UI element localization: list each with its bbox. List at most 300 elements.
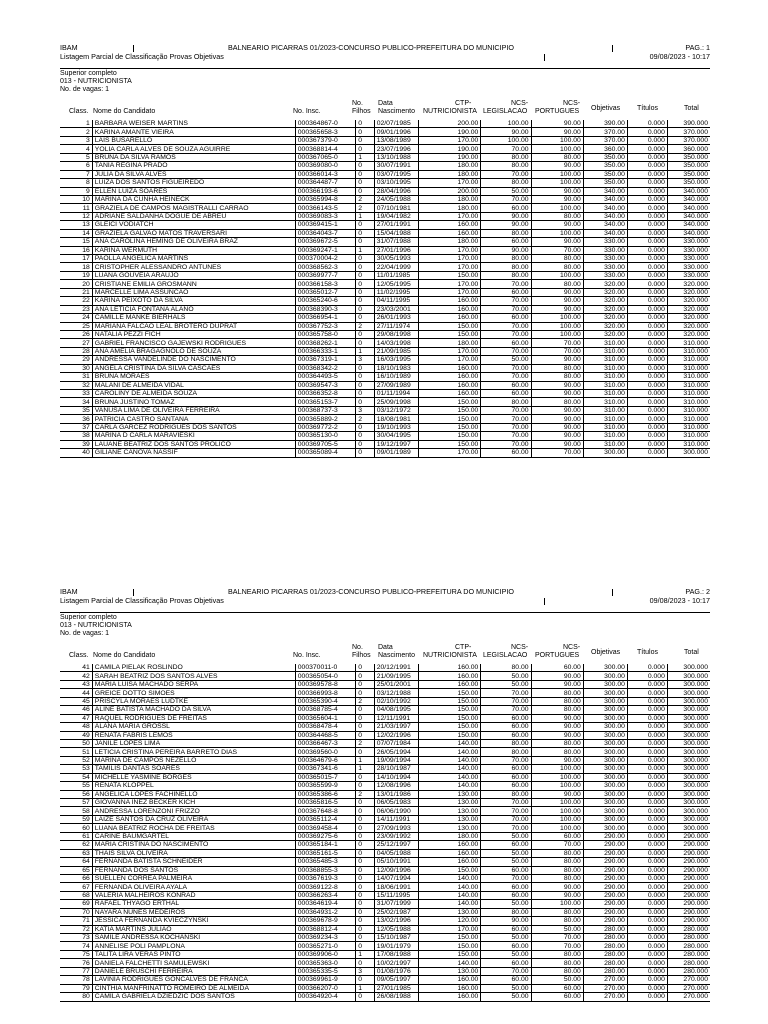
registration-no: 000367619-3 — [295, 874, 355, 882]
registration-no: 000365240-6 — [295, 297, 355, 305]
registration-no: 000366993-8 — [295, 689, 355, 697]
registration-no: 000366158-3 — [295, 280, 355, 288]
score-total: 270.000 — [667, 993, 710, 1001]
score-nutricionista: 160.00 — [418, 297, 481, 305]
score-total: 370.000 — [667, 136, 710, 144]
vacancies: No. de vagas: 1 — [60, 630, 110, 637]
score-titulos: 0.000 — [627, 984, 667, 992]
score-total: 300.000 — [667, 739, 710, 747]
score-titulos: 0.000 — [627, 967, 667, 975]
score-objetivas: 310.00 — [583, 398, 627, 406]
score-total: 320.000 — [667, 322, 710, 330]
birth-date: 14/11/1991 — [374, 815, 418, 823]
score-objetivas: 280.00 — [583, 967, 627, 975]
table-row — [60, 406, 710, 414]
score-total: 270.000 — [667, 976, 710, 984]
col-ctp-1: CTP- — [455, 644, 472, 651]
score-legislacao: 50.00 — [481, 356, 531, 364]
table-row — [60, 900, 710, 908]
score-legislacao: 70.00 — [481, 967, 531, 975]
score-objetivas: 370.00 — [583, 128, 627, 136]
score-objetivas: 300.00 — [583, 807, 627, 815]
score-total: 300.000 — [667, 680, 710, 688]
header-rule — [60, 68, 710, 69]
children-count: 0 — [356, 305, 374, 313]
registration-no: 000365658-3 — [295, 128, 355, 136]
candidate-name: RENATA KLOPPEL — [92, 782, 295, 790]
col-total: Total — [684, 105, 699, 112]
children-count: 0 — [356, 849, 374, 857]
table-row — [60, 162, 710, 170]
children-count: 0 — [356, 883, 374, 891]
birth-date: 25/01/2001 — [374, 680, 418, 688]
score-nutricionista: 160.00 — [418, 664, 481, 672]
score-titulos: 0.000 — [627, 440, 667, 448]
score-legislacao: 90.00 — [481, 221, 531, 229]
registration-no: 000369234-3 — [295, 934, 355, 942]
score-total: 320.000 — [667, 297, 710, 305]
children-count: 0 — [356, 221, 374, 229]
score-objetivas: 300.00 — [583, 680, 627, 688]
score-portugues: 70.00 — [531, 339, 583, 347]
children-count: 0 — [356, 925, 374, 933]
rank: 34 — [60, 398, 92, 406]
score-titulos: 0.000 — [627, 322, 667, 330]
children-count: 3 — [356, 967, 374, 975]
score-nutricionista: 170.00 — [418, 347, 481, 355]
table-row — [60, 697, 710, 705]
children-count: 0 — [356, 959, 374, 967]
score-total: 340.000 — [667, 212, 710, 220]
table-row — [60, 170, 710, 178]
children-count: 0 — [356, 120, 374, 128]
registration-no: 000369672-5 — [295, 238, 355, 246]
score-total: 340.000 — [667, 204, 710, 212]
score-nutricionista: 180.00 — [418, 238, 481, 246]
score-total: 340.000 — [667, 221, 710, 229]
score-portugues: 90.00 — [531, 415, 583, 423]
children-count: 2 — [356, 204, 374, 212]
candidate-name: BARBARA WEISER MARTINS — [92, 120, 295, 128]
rank: 47 — [60, 714, 92, 722]
score-nutricionista: 160.00 — [418, 672, 481, 680]
table-row — [60, 841, 710, 849]
report-date: 09/08/2023 - 10:17 — [649, 596, 710, 605]
registration-no: 000365335-5 — [295, 967, 355, 975]
score-titulos: 0.000 — [627, 807, 667, 815]
score-objetivas: 300.00 — [583, 689, 627, 697]
candidate-name: LUANA BEATRIZ ROCHA DE FREITAS — [92, 824, 295, 832]
score-portugues: 80.00 — [531, 263, 583, 271]
score-nutricionista: 150.00 — [418, 723, 481, 731]
score-nutricionista: 170.00 — [418, 136, 481, 144]
birth-date: 03/12/1972 — [374, 406, 418, 414]
rank: 18 — [60, 263, 92, 271]
score-legislacao: 70.00 — [481, 364, 531, 372]
col-leg-1: NCS- — [511, 100, 529, 107]
score-nutricionista: 180.00 — [418, 195, 481, 203]
rank: 40 — [60, 449, 92, 457]
candidate-name: KATIA MARTINS JULIAO — [92, 925, 295, 933]
score-legislacao: 70.00 — [481, 280, 531, 288]
children-count: 2 — [356, 322, 374, 330]
rank: 35 — [60, 406, 92, 414]
score-total: 280.000 — [667, 959, 710, 967]
candidate-name: CAMILLE MANKE BIERHALS — [92, 314, 295, 322]
score-legislacao: 70.00 — [481, 697, 531, 705]
score-portugues: 60.00 — [531, 664, 583, 672]
rank: 26 — [60, 330, 92, 338]
candidate-name: CAROLINY DE ALMEIDA SOUZA — [92, 390, 295, 398]
rank: 51 — [60, 748, 92, 756]
score-legislacao: 80.00 — [481, 790, 531, 798]
children-count: 2 — [356, 739, 374, 747]
table-row — [60, 874, 710, 882]
registration-no: 000368814-4 — [295, 145, 355, 153]
score-nutricionista: 170.00 — [418, 212, 481, 220]
score-total: 320.000 — [667, 280, 710, 288]
score-objetivas: 350.00 — [583, 170, 627, 178]
children-count: 0 — [356, 891, 374, 899]
education-level: Superior completo — [60, 70, 117, 77]
score-total: 310.000 — [667, 390, 710, 398]
rank: 16 — [60, 246, 92, 254]
candidate-name: BRUNA DA SILVA RAMOS — [92, 153, 295, 161]
children-count: 0 — [356, 858, 374, 866]
score-legislacao: 70.00 — [481, 706, 531, 714]
registration-no: 000365363-0 — [295, 959, 355, 967]
children-count: 0 — [356, 664, 374, 672]
children-count: 2 — [356, 697, 374, 705]
score-titulos: 0.000 — [627, 706, 667, 714]
score-nutricionista: 140.00 — [418, 891, 481, 899]
score-legislacao: 80.00 — [481, 162, 531, 170]
registration-no: 000369547-3 — [295, 381, 355, 389]
score-objetivas: 330.00 — [583, 271, 627, 279]
children-count: 3 — [356, 406, 374, 414]
table-row — [60, 440, 710, 448]
birth-date: 26/01/1993 — [374, 314, 418, 322]
rank: 1 — [60, 120, 92, 128]
col-filhos-1: No. — [352, 644, 363, 651]
score-legislacao: 60.00 — [481, 891, 531, 899]
header-divider — [612, 45, 613, 52]
birth-date: 19/04/1982 — [374, 212, 418, 220]
children-count: 1 — [356, 347, 374, 355]
score-total: 290.000 — [667, 900, 710, 908]
rank: 42 — [60, 672, 92, 680]
candidate-name: DANIELA FALCHETTI SAMULEWSKI — [92, 959, 295, 967]
score-legislacao: 60.00 — [481, 942, 531, 950]
registration-no: 000368262-1 — [295, 339, 355, 347]
birth-date: 01/11/1994 — [374, 390, 418, 398]
children-count: 0 — [356, 162, 374, 170]
birth-date: 21/09/1995 — [374, 672, 418, 680]
children-count: 0 — [356, 841, 374, 849]
candidate-name: MALANI DE ALMEIDA VIDAL — [92, 381, 295, 389]
children-count: 0 — [356, 229, 374, 237]
birth-date: 02/07/1985 — [374, 120, 418, 128]
score-portugues: 90.00 — [531, 406, 583, 414]
score-objetivas: 290.00 — [583, 832, 627, 840]
birth-date: 27/01/1996 — [374, 246, 418, 254]
score-total: 300.000 — [667, 723, 710, 731]
score-portugues: 90.00 — [531, 305, 583, 313]
score-portugues: 90.00 — [531, 195, 583, 203]
candidate-name: FERNANDA DOS SANTOS — [92, 866, 295, 874]
registration-no: 000366954-1 — [295, 314, 355, 322]
score-titulos: 0.000 — [627, 917, 667, 925]
score-total: 310.000 — [667, 339, 710, 347]
score-total: 290.000 — [667, 832, 710, 840]
score-legislacao: 70.00 — [481, 170, 531, 178]
score-titulos: 0.000 — [627, 415, 667, 423]
children-count: 1 — [356, 765, 374, 773]
score-objetivas: 300.00 — [583, 790, 627, 798]
score-legislacao: 70.00 — [481, 297, 531, 305]
score-objetivas: 300.00 — [583, 706, 627, 714]
score-objetivas: 310.00 — [583, 440, 627, 448]
children-count: 0 — [356, 288, 374, 296]
score-portugues: 100.00 — [531, 314, 583, 322]
table-row — [60, 204, 710, 212]
score-legislacao: 60.00 — [481, 449, 531, 457]
score-nutricionista: 170.00 — [418, 246, 481, 254]
score-objetivas: 310.00 — [583, 364, 627, 372]
score-portugues: 100.00 — [531, 799, 583, 807]
registration-no: 000369961-9 — [295, 976, 355, 984]
score-objetivas: 310.00 — [583, 432, 627, 440]
score-nutricionista: 160.00 — [418, 364, 481, 372]
table-row — [60, 221, 710, 229]
rank: 69 — [60, 900, 92, 908]
col-tit: Títulos — [637, 649, 659, 656]
birth-date: 14/07/1994 — [374, 874, 418, 882]
score-nutricionista: 170.00 — [418, 925, 481, 933]
col-nasc-2: Nascimento — [378, 652, 415, 659]
birth-date: 10/02/1997 — [374, 959, 418, 967]
table-row — [60, 917, 710, 925]
score-legislacao: 50.00 — [481, 934, 531, 942]
contest-title: BALNEARIO PICARRAS 01/2023-CONCURSO PUBLICO-PREFEITURA DO MUNICIPIO — [228, 587, 514, 596]
score-total: 340.000 — [667, 229, 710, 237]
score-nutricionista: 160.00 — [418, 984, 481, 992]
rank: 7 — [60, 170, 92, 178]
table-row — [60, 330, 710, 338]
rank: 4 — [60, 145, 92, 153]
registration-no: 000365153-7 — [295, 398, 355, 406]
table-row — [60, 773, 710, 781]
score-objetivas: 300.00 — [583, 449, 627, 457]
rank: 10 — [60, 195, 92, 203]
score-objetivas: 280.00 — [583, 950, 627, 958]
registration-no: 000369458-4 — [295, 824, 355, 832]
registration-no: 000370004-2 — [295, 255, 355, 263]
score-legislacao: 100.00 — [481, 136, 531, 144]
table-row — [60, 255, 710, 263]
birth-date: 04/05/1988 — [374, 849, 418, 857]
col-filhos-2: Filhos — [352, 652, 371, 659]
score-legislacao: 60.00 — [481, 765, 531, 773]
rank: 22 — [60, 297, 92, 305]
score-nutricionista: 160.00 — [418, 849, 481, 857]
score-objetivas: 340.00 — [583, 212, 627, 220]
score-titulos: 0.000 — [627, 891, 667, 899]
registration-no: 000367319-1 — [295, 356, 355, 364]
score-titulos: 0.000 — [627, 179, 667, 187]
score-objetivas: 290.00 — [583, 866, 627, 874]
table-row — [60, 212, 710, 220]
score-nutricionista: 180.00 — [418, 162, 481, 170]
score-titulos: 0.000 — [627, 246, 667, 254]
birth-date: 25/12/1997 — [374, 841, 418, 849]
col-nasc-2: Nascimento — [378, 108, 415, 115]
table-row — [60, 390, 710, 398]
children-count: 1 — [356, 756, 374, 764]
birth-date: 31/07/1988 — [374, 238, 418, 246]
score-nutricionista: 130.00 — [418, 799, 481, 807]
birth-date: 03/10/1995 — [374, 179, 418, 187]
registration-no: 000366333-1 — [295, 347, 355, 355]
score-objetivas: 300.00 — [583, 756, 627, 764]
candidate-name: MARIA LUISA MACHADO SERPA — [92, 680, 295, 688]
rank: 62 — [60, 841, 92, 849]
score-total: 320.000 — [667, 288, 710, 296]
rank: 60 — [60, 824, 92, 832]
score-objetivas: 340.00 — [583, 221, 627, 229]
score-titulos: 0.000 — [627, 950, 667, 958]
rank: 9 — [60, 187, 92, 195]
col-port-2: PORTUGUES — [535, 108, 580, 115]
score-titulos: 0.000 — [627, 373, 667, 381]
birth-date: 17/08/1988 — [374, 950, 418, 958]
registration-no: 000365599-9 — [295, 782, 355, 790]
score-titulos: 0.000 — [627, 128, 667, 136]
birth-date: 04/08/1995 — [374, 706, 418, 714]
score-total: 360.000 — [667, 145, 710, 153]
score-total: 310.000 — [667, 406, 710, 414]
results-body — [60, 120, 710, 457]
score-portugues: 90.00 — [531, 714, 583, 722]
registration-no: 000369578-8 — [295, 680, 355, 688]
candidate-name: ANNELISE POLI PAMPLONA — [92, 942, 295, 950]
birth-date: 23/07/1996 — [374, 145, 418, 153]
score-objetivas: 290.00 — [583, 874, 627, 882]
score-nutricionista: 140.00 — [418, 900, 481, 908]
children-count: 0 — [356, 373, 374, 381]
candidate-name: ANDRESSA LORENZONI FRIZZO — [92, 807, 295, 815]
birth-date: 24/05/1988 — [374, 195, 418, 203]
score-nutricionista: 150.00 — [418, 934, 481, 942]
score-objetivas: 300.00 — [583, 723, 627, 731]
birth-date: 03/12/1988 — [374, 689, 418, 697]
children-count: 0 — [356, 271, 374, 279]
score-nutricionista: 170.00 — [418, 263, 481, 271]
registration-no: 000365184-1 — [295, 841, 355, 849]
rank: 17 — [60, 255, 92, 263]
table-row — [60, 883, 710, 891]
score-legislacao: 70.00 — [481, 815, 531, 823]
col-name: Nome do Candidato — [93, 108, 156, 115]
rank: 79 — [60, 984, 92, 992]
candidate-name: LAIZE SANTOS DA CRUZ OLIVEIRA — [92, 815, 295, 823]
table-header — [60, 100, 710, 120]
birth-date: 28/04/1996 — [374, 187, 418, 195]
score-portugues: 90.00 — [531, 381, 583, 389]
children-count: 0 — [356, 934, 374, 942]
results-table — [60, 664, 710, 1002]
score-nutricionista: 150.00 — [418, 697, 481, 705]
score-titulos: 0.000 — [627, 756, 667, 764]
org-name: IBAM — [60, 43, 78, 52]
score-legislacao: 80.00 — [481, 255, 531, 263]
score-total: 300.000 — [667, 664, 710, 672]
col-filhos-2: Filhos — [352, 108, 371, 115]
rank: 44 — [60, 689, 92, 697]
candidate-name: MARINA DA CUNHA HEINECK — [92, 195, 295, 203]
candidate-name: FERNANDA OLIVEIRA AYALA — [92, 883, 295, 891]
registration-no: 000368562-3 — [295, 263, 355, 271]
score-legislacao: 70.00 — [481, 373, 531, 381]
score-total: 300.000 — [667, 773, 710, 781]
score-total: 310.000 — [667, 423, 710, 431]
table-row — [60, 314, 710, 322]
children-count: 0 — [356, 330, 374, 338]
score-portugues: 50.00 — [531, 925, 583, 933]
score-objetivas: 270.00 — [583, 976, 627, 984]
table-row — [60, 415, 710, 423]
score-titulos: 0.000 — [627, 229, 667, 237]
table-row — [60, 976, 710, 984]
score-total: 300.000 — [667, 706, 710, 714]
registration-no: 000369906-0 — [295, 950, 355, 958]
score-objetivas: 300.00 — [583, 782, 627, 790]
rank: 77 — [60, 967, 92, 975]
score-portugues: 100.00 — [531, 229, 583, 237]
birth-date: 09/01/1996 — [374, 128, 418, 136]
candidate-name: GREICE DOTTO SIMOES — [92, 689, 295, 697]
score-objetivas: 300.00 — [583, 697, 627, 705]
score-legislacao: 70.00 — [481, 406, 531, 414]
score-nutricionista: 160.00 — [418, 858, 481, 866]
rank: 57 — [60, 799, 92, 807]
score-total: 290.000 — [667, 874, 710, 882]
children-count: 2 — [356, 415, 374, 423]
score-legislacao: 90.00 — [481, 128, 531, 136]
rank: 61 — [60, 832, 92, 840]
position-info — [60, 614, 710, 638]
table-row — [60, 364, 710, 372]
candidate-name: CARINE BAUMGARTEL — [92, 832, 295, 840]
children-count: 0 — [356, 672, 374, 680]
birth-date: 15/04/1988 — [374, 229, 418, 237]
candidate-name: MARINA D CARLA MARAVIESKI — [92, 432, 295, 440]
score-legislacao: 80.00 — [481, 271, 531, 279]
score-titulos: 0.000 — [627, 782, 667, 790]
vacancies: No. de vagas: 1 — [60, 86, 110, 93]
children-count: 0 — [356, 908, 374, 916]
score-objetivas: 330.00 — [583, 263, 627, 271]
score-total: 300.000 — [667, 782, 710, 790]
score-titulos: 0.000 — [627, 672, 667, 680]
score-legislacao: 100.00 — [481, 120, 531, 128]
score-nutricionista: 140.00 — [418, 773, 481, 781]
score-nutricionista: 150.00 — [418, 706, 481, 714]
table-row — [60, 815, 710, 823]
birth-date: 12/05/1995 — [374, 280, 418, 288]
score-objetivas: 300.00 — [583, 739, 627, 747]
birth-date: 23/09/1992 — [374, 832, 418, 840]
